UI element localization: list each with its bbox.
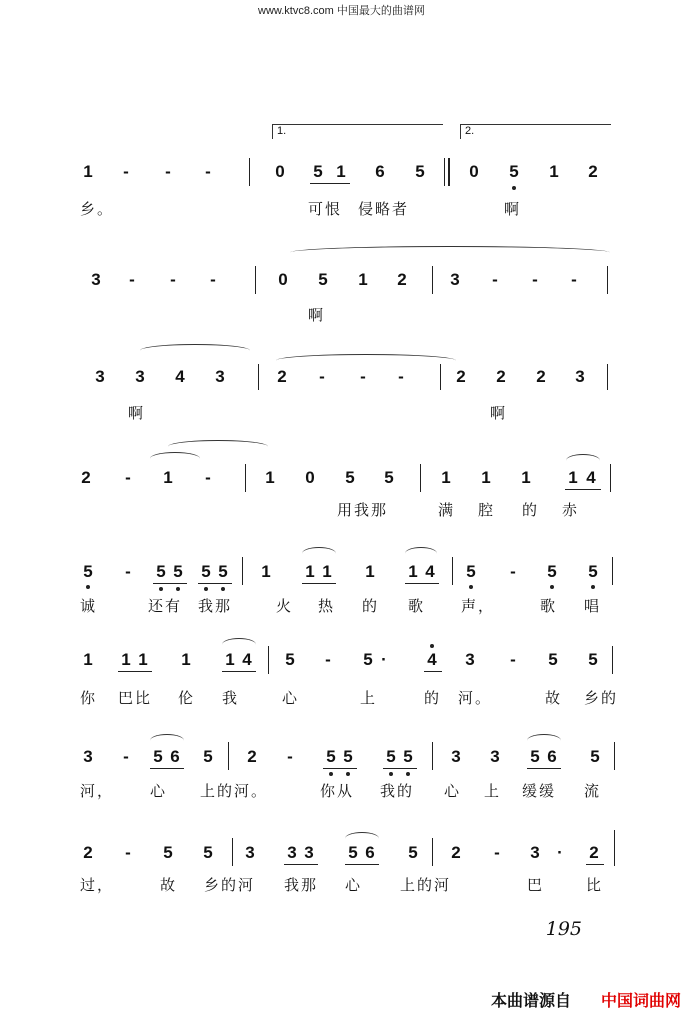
slur — [140, 344, 250, 357]
slur — [527, 734, 561, 747]
note: 1 — [322, 562, 332, 581]
note: 1 — [138, 650, 148, 669]
lyric: 用我那 — [337, 501, 389, 519]
note: 2 — [81, 468, 91, 487]
bar-line — [228, 742, 229, 770]
note: 2 — [536, 367, 546, 386]
lyric: 心 — [444, 782, 462, 800]
lyric: 巴 — [527, 876, 545, 894]
lyric: 流 — [584, 782, 602, 800]
lyric: 唱 — [584, 597, 602, 615]
source-site-header: www.ktvc8.com 中国最大的曲谱网 — [258, 5, 425, 17]
note: 5 — [548, 650, 558, 669]
note: 1 — [521, 468, 531, 487]
bar-line — [255, 266, 256, 294]
note: 3 — [245, 843, 255, 862]
note: 5 — [203, 843, 213, 862]
lyric: 啊 — [308, 306, 326, 324]
octave-dot — [512, 186, 516, 190]
volta-first-ending: 1. — [272, 124, 443, 139]
note: 5 — [345, 468, 355, 487]
note: 5 — [218, 562, 228, 581]
note: - — [170, 270, 176, 289]
note: 5 — [466, 562, 476, 581]
bar-line — [607, 364, 608, 390]
octave-dot — [430, 644, 434, 648]
page-number: 195 — [545, 918, 582, 940]
note: 1 — [408, 562, 418, 581]
lyric: 故 — [160, 876, 178, 894]
note: 1 — [121, 650, 131, 669]
bar-line — [420, 464, 421, 492]
lyric: 上的河 — [400, 876, 452, 894]
bar-line — [610, 464, 611, 492]
lyric: 巴比 — [118, 689, 153, 707]
slur — [150, 734, 184, 747]
lyric: 诚 — [80, 597, 98, 615]
note: 3 — [215, 367, 225, 386]
lyric: 缓缓 — [522, 782, 557, 800]
note: - — [492, 270, 498, 289]
note: 1 — [83, 162, 93, 181]
note: 5 — [203, 747, 213, 766]
lyric: 我的 — [380, 782, 415, 800]
note: - — [571, 270, 577, 289]
octave-dot — [86, 585, 90, 589]
lyric: 腔 — [478, 501, 496, 519]
bar-line — [232, 838, 233, 866]
note: 5 — [201, 562, 211, 581]
note: 2 — [83, 843, 93, 862]
lyric: 上 — [360, 689, 378, 707]
lyric: 还有 — [148, 597, 183, 615]
bar-line — [245, 464, 246, 492]
beam-underline — [198, 583, 232, 584]
lyric: 的 — [424, 689, 442, 707]
slur — [168, 440, 268, 453]
lyric: 乡的河 — [204, 876, 256, 894]
note: 1 — [265, 468, 275, 487]
note: - — [325, 650, 331, 669]
octave-dot — [176, 587, 180, 591]
beam-underline — [302, 583, 336, 584]
note: - — [129, 270, 135, 289]
note: 5 — [386, 747, 396, 766]
note: 2 — [397, 270, 407, 289]
slur — [150, 452, 200, 465]
note: 1 — [568, 468, 578, 487]
slur — [302, 547, 336, 560]
note: 3 — [450, 270, 460, 289]
lyric: 歌 — [540, 597, 558, 615]
note: 3 — [465, 650, 475, 669]
note: 4 — [586, 468, 596, 487]
bar-line — [268, 646, 269, 674]
note: 3 — [304, 843, 314, 862]
note: 3 — [287, 843, 297, 862]
note: 3 — [490, 747, 500, 766]
note: 5 — [318, 270, 328, 289]
lyric: 你从 — [320, 782, 355, 800]
lyric: 心 — [345, 876, 363, 894]
note: 1 — [261, 562, 271, 581]
note: - — [510, 650, 516, 669]
octave-dot — [389, 772, 393, 776]
lyric: 啊 — [128, 404, 146, 422]
lyric: 的 — [522, 501, 540, 519]
note: 3 — [530, 843, 540, 862]
beam-underline — [118, 671, 152, 672]
octave-dot — [159, 587, 163, 591]
note: 5 — [590, 747, 600, 766]
note: 0 — [305, 468, 315, 487]
note: 2 — [451, 843, 461, 862]
note: 1 — [365, 562, 375, 581]
bar-line — [612, 646, 613, 674]
lyric: 声， — [461, 597, 496, 615]
note: 5 — [415, 162, 425, 181]
bar-line — [440, 364, 441, 390]
note: - — [125, 562, 131, 581]
note: 4 — [427, 650, 437, 669]
lyric: 上的河。 — [200, 782, 269, 800]
bar-line — [258, 364, 259, 390]
note: 0 — [275, 162, 285, 181]
lyric: 侵略者 — [358, 200, 410, 218]
note: 3 — [83, 747, 93, 766]
beam-underline — [323, 768, 357, 769]
note: - — [123, 162, 129, 181]
footer-brand-link[interactable]: 中国词曲网 — [601, 991, 682, 1010]
lyric: 你 — [80, 689, 98, 707]
lyric: 比 — [586, 876, 604, 894]
note: - — [205, 162, 211, 181]
repeat-bar-line — [444, 158, 450, 186]
note: 0 — [469, 162, 479, 181]
note: - — [205, 468, 211, 487]
lyric: 上 — [484, 782, 502, 800]
beam-underline — [527, 768, 561, 769]
beam-underline — [222, 671, 256, 672]
lyric: 心 — [150, 782, 168, 800]
footer-source-label: 本曲谱源自 — [491, 991, 572, 1010]
note: 5 — [547, 562, 557, 581]
lyric: 可恨 — [308, 200, 343, 218]
note: 5 — [326, 747, 336, 766]
octave-dot — [469, 585, 473, 589]
bar-line — [249, 158, 250, 186]
lyric: 啊 — [490, 404, 508, 422]
note: 5 — [363, 650, 373, 669]
note: · — [557, 843, 563, 862]
beam-underline — [424, 671, 442, 672]
note: 2 — [247, 747, 257, 766]
octave-dot — [550, 585, 554, 589]
lyric: 我 — [222, 689, 240, 707]
lyric: 故 — [545, 689, 563, 707]
note: 5 — [384, 468, 394, 487]
note: 3 — [135, 367, 145, 386]
note: 5 — [408, 843, 418, 862]
note: 4 — [242, 650, 252, 669]
note: 6 — [375, 162, 385, 181]
beam-underline — [153, 583, 187, 584]
note: 6 — [365, 843, 375, 862]
note: 5 — [153, 747, 163, 766]
beam-underline — [586, 864, 604, 865]
bar-line — [432, 266, 433, 294]
octave-dot — [329, 772, 333, 776]
note: 4 — [175, 367, 185, 386]
beam-underline — [284, 864, 318, 865]
lyric: 赤 — [562, 501, 580, 519]
note: 2 — [277, 367, 287, 386]
lyric: 我那 — [284, 876, 319, 894]
note: 1 — [225, 650, 235, 669]
lyric: 乡的 — [584, 689, 619, 707]
note: - — [210, 270, 216, 289]
lyric: 满 — [438, 501, 456, 519]
note: 5 — [530, 747, 540, 766]
note: 5 — [285, 650, 295, 669]
note: 5 — [348, 843, 358, 862]
lyric: 热 — [318, 597, 336, 615]
note: 2 — [588, 162, 598, 181]
lyric: 的 — [362, 597, 380, 615]
octave-dot — [591, 585, 595, 589]
beam-underline — [310, 183, 350, 184]
beam-underline — [565, 489, 601, 490]
bar-line — [242, 557, 243, 585]
note: 5 — [509, 162, 519, 181]
note: 5 — [163, 843, 173, 862]
note: 5 — [313, 162, 323, 181]
note: 5 — [156, 562, 166, 581]
lyric: 火 — [276, 597, 294, 615]
note: 6 — [547, 747, 557, 766]
bar-line — [614, 742, 615, 770]
note: - — [510, 562, 516, 581]
lyric: 我那 — [198, 597, 233, 615]
note: - — [360, 367, 366, 386]
octave-dot — [346, 772, 350, 776]
lyric: 伦 — [178, 689, 196, 707]
bar-line — [452, 557, 453, 585]
lyric: 乡。 — [80, 200, 115, 218]
note: 5 — [83, 562, 93, 581]
slur — [566, 454, 600, 467]
note: · — [381, 650, 387, 669]
note: - — [123, 747, 129, 766]
bar-line — [614, 830, 615, 866]
note: 2 — [496, 367, 506, 386]
note: - — [532, 270, 538, 289]
beam-underline — [383, 768, 417, 769]
note: 0 — [278, 270, 288, 289]
lyric: 河。 — [458, 689, 493, 707]
bar-line — [432, 742, 433, 770]
note: 5 — [343, 747, 353, 766]
lyric: 河， — [80, 782, 115, 800]
note: 1 — [441, 468, 451, 487]
note: 5 — [588, 562, 598, 581]
beam-underline — [345, 864, 379, 865]
note: - — [165, 162, 171, 181]
bar-line — [607, 266, 608, 294]
slur — [405, 547, 437, 560]
lyric: 歌 — [408, 597, 426, 615]
note: 2 — [589, 843, 599, 862]
note: 5 — [403, 747, 413, 766]
note: 3 — [451, 747, 461, 766]
slur — [290, 246, 610, 259]
note: 4 — [425, 562, 435, 581]
note: 2 — [456, 367, 466, 386]
note: 1 — [481, 468, 491, 487]
note: 1 — [163, 468, 173, 487]
note: 3 — [91, 270, 101, 289]
note: 1 — [181, 650, 191, 669]
note: - — [287, 747, 293, 766]
note: 5 — [173, 562, 183, 581]
note: 5 — [588, 650, 598, 669]
note: 3 — [575, 367, 585, 386]
note: - — [125, 843, 131, 862]
lyric: 心 — [282, 689, 300, 707]
note: 1 — [549, 162, 559, 181]
note: 1 — [83, 650, 93, 669]
note: - — [398, 367, 404, 386]
note: 6 — [170, 747, 180, 766]
bar-line — [612, 557, 613, 585]
note: 1 — [305, 562, 315, 581]
note: 1 — [336, 162, 346, 181]
volta-second-ending: 2. — [460, 124, 611, 139]
note: - — [125, 468, 131, 487]
beam-underline — [405, 583, 439, 584]
note: 1 — [358, 270, 368, 289]
slur — [276, 354, 456, 367]
beam-underline — [150, 768, 184, 769]
note: - — [494, 843, 500, 862]
note: - — [319, 367, 325, 386]
octave-dot — [204, 587, 208, 591]
octave-dot — [221, 587, 225, 591]
lyric: 啊 — [504, 200, 522, 218]
octave-dot — [406, 772, 410, 776]
bar-line — [432, 838, 433, 866]
note: 3 — [95, 367, 105, 386]
lyric: 过， — [80, 876, 115, 894]
